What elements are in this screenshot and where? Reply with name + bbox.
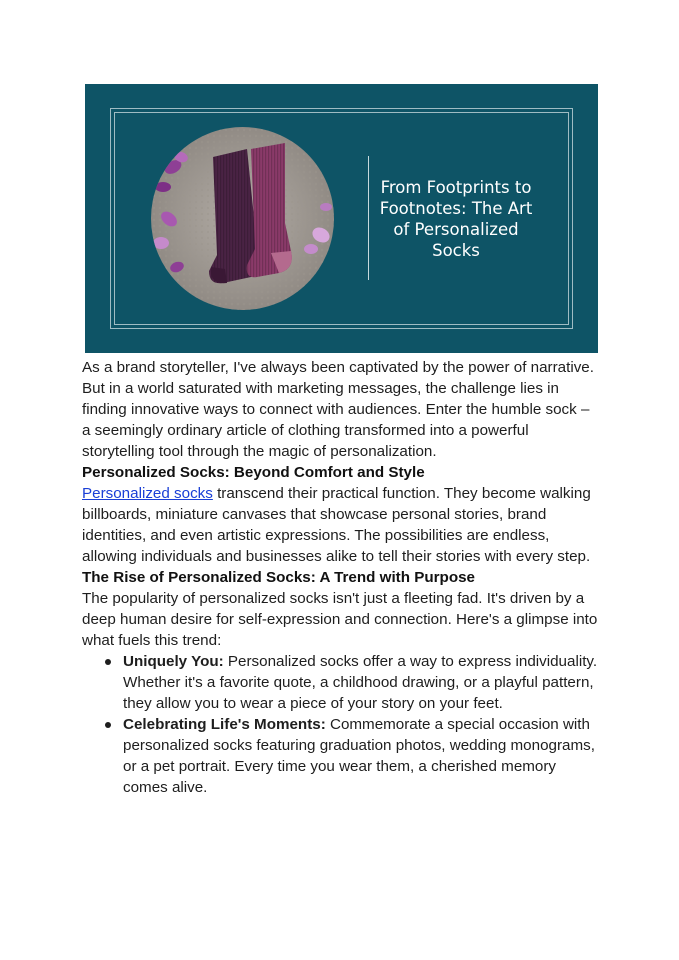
section1-body: transcend their practical function. They become walking billboards, miniature canvases that showcase personal stories, brand identities, and even artistic expressions. The possibilities are endless, allowing individuals and businesses alike to tell their stories with every step. — [82, 485, 591, 565]
banner-divider — [368, 156, 369, 280]
hero-banner — [85, 84, 598, 353]
section1-heading: Personalized Socks: Beyond Comfort and Style — [82, 464, 425, 481]
list-item — [123, 651, 602, 714]
section1-paragraph — [82, 483, 602, 567]
bullet-icon — [105, 722, 111, 728]
bullet-icon — [105, 659, 111, 665]
socks-illustration — [151, 127, 334, 310]
section2-heading: The Rise of Personalized Socks: A Trend with Purpose — [82, 569, 475, 586]
trend-list — [82, 651, 602, 798]
list-item-label: Celebrating Life's Moments: — [123, 716, 326, 733]
list-item-text: Personalized socks offer a way to express individuality. Whether it's a favorite quote, a childhood drawing, or a playful pattern, they allow you to wear a piece of your story on your feet. — [123, 653, 598, 712]
banner-title: From Footprints to Footnotes: The Art of Personalized Socks — [379, 178, 533, 260]
list-item-text: Commemorate a special occasion with personalized socks featuring graduation photos, wedding monograms, or a pet portrait. Every time you wear them, a cherished memory comes alive. — [123, 716, 595, 796]
socks-photo — [151, 127, 334, 310]
article-body — [82, 357, 602, 798]
intro-paragraph: As a brand storyteller, I've always been captivated by the power of narrative. But in a world saturated with marketing messages, the challenge lies in finding innovative ways to connect with audiences. Enter the humble sock – a seemingly ordinary article of clothing transformed into a powerful storytelling tool through the magic of personalization. — [82, 359, 594, 460]
list-item — [123, 714, 602, 798]
section2-paragraph: The popularity of personalized socks isn't just a fleeting fad. It's driven by a deep human desire for self-expression and connection. Here's a glimpse into what fuels this trend: — [82, 590, 598, 649]
personalized-socks-link[interactable]: Personalized socks — [82, 485, 213, 502]
list-item-label: Uniquely You: — [123, 653, 224, 670]
